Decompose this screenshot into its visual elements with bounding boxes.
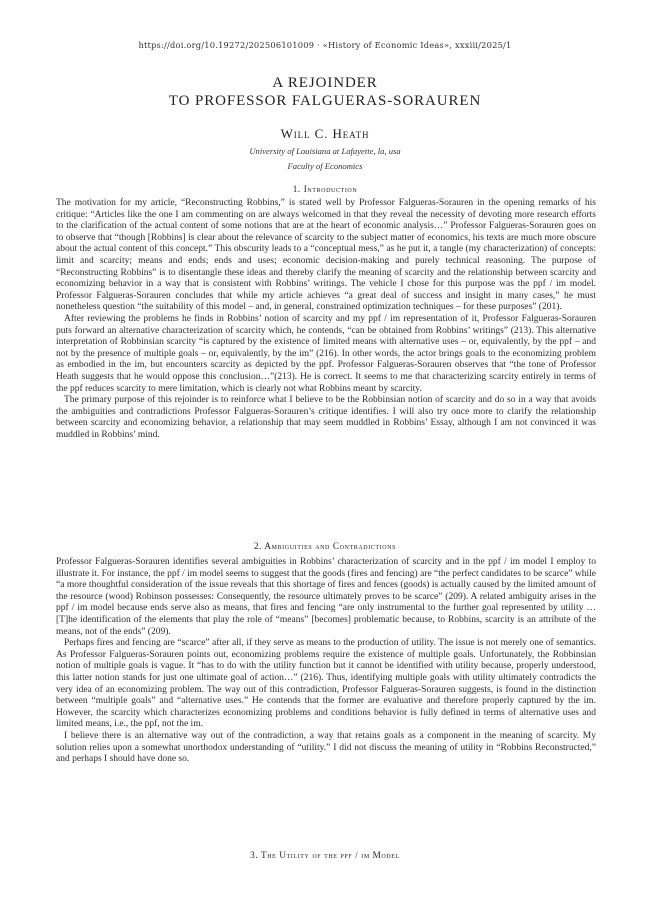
- section-heading-ambiguities: 2. Ambiguities and Contradictions: [253, 541, 397, 551]
- section-introduction-body: [56, 198, 596, 441]
- section-heading-utility-model: 3. The Utility of the ppf / im Model: [250, 850, 400, 860]
- article-title-line-2: TO PROFESSOR FALGUERAS-SORAUREN: [168, 93, 482, 109]
- running-head: https://doi.org/10.19272/202506101009 · «History of Economic Ideas», xxxiii/2025/1: [138, 40, 512, 50]
- section-ambiguities-body: [56, 557, 596, 766]
- paragraph: Perhaps fires and fencing are “scarce” after all, if they serve as means to the production of utility. The issue is not merely one of semantics. As Professor Falgueras-Sorauren points out, economizing problems require the existence of multiple goals. Unfortunately, the Robbinsian notion of multiple goals is vague. It “has to do with the utility function but it cannot be identified with utility because, properly understood, this latter notion stands for just one ultimate goal of action…” (216). Thus, identifying multiple goals with utility ultimately contradicts the very idea of an economizing problem. The way out of this contradiction, Professor Falgueras-Sorauren suggests, is found in the distinction between “multiple goals” and “alternative uses.” He contends that the former are evaluative and therefore properly captured by the im. However, the scarcity which characterizes economizing problems and conditions behavior is fully defined in terms of alternative uses and limited means, i.e., the ppf, not the im.: [56, 638, 596, 730]
- paragraph: The motivation for my article, “Reconstructing Robbins,” is stated well by Professor Falgueras-Sorauren in the opening remarks of his critique: “Articles like the one I am commenting on are always welcomed in that they reveal the necessity of devoting more research efforts to the clarification of the actual content of some notions that are at the heart of economic analysis…” Professor Falgueras-Sorauren goes on to observe that “though [Robbins] is clear about the relevance of scarcity to the subject matter of economics, his texts are much more obscure about the actual content of this concept.” This obscurity leads to a “conceptual mess,” as he put it, a tangle (my characterization) of concepts: limit and scarcity; means and ends; ends and uses; economic decision-making and purely technical reasoning. The purpose of “Reconstructing Robbins” is to disentangle these ideas and thereby clarify the meaning of scarcity and the relationship between scarcity and economizing behavior in a way that is consistent with Robbins’ writings. The vehicle I chose for this purpose was the ppf / im model. Professor Falgueras-Sorauren concludes that while my article achieves “a great deal of success and insight in many cases,” he must nonetheless question “the suitability of this model – and, in general, constrained optimization techniques – for these purposes” (201).: [56, 198, 596, 313]
- author-affiliation: University of Louisiana at Lafayette, la, usa: [249, 146, 401, 156]
- paragraph: Professor Falgueras-Sorauren identifies several ambiguities in Robbins’ characterization of scarcity and in the ppf / im model I employ to illustrate it. For instance, the ppf / im model seems to suggest that the goods (fires and fencing) are “the perfect candidates to be scarce” while “a more thoughtful consideration of the issue reveals that this shortage of fires and fences (goods) is actually caused by the limited amount of the resource (wood) Robinson possesses: Consequently, the resource ultimately proves to be scarce” (209). A related ambiguity arises in the ppf / im model because ends serve also as means, that fires and fencing “are only instrumental to the further goal represented by utility … [T]he identification of the elements that play the role of “means” [becomes] problematic because, to Robbins, scarcity is an attribute of the means, not of the ends” (209).: [56, 557, 596, 637]
- author-name: Will C. Heath: [280, 126, 370, 141]
- paragraph: I believe there is an alternative way out of the contradiction, a way that retains goals as a component in the meaning of scarcity. My solution relies upon a somewhat unorthodox understanding of “utility.” I did not discuss the meaning of utility in “Robbins Reconstructed,” and perhaps I should have done so.: [56, 730, 596, 765]
- author-faculty: Faculty of Economics: [287, 161, 363, 171]
- title-block: [0, 74, 650, 172]
- article-title-line-1: A REJOINDER: [272, 75, 378, 91]
- paragraph: After reviewing the problems he finds in Robbins’ notion of scarcity and my ppf / im representation of it, Professor Falgueras-Sorauren puts forward an alternative characterization of scarcity which, he contends, “can be obtained from Robbins’ writings” (213). This alternative interpretation of Robbinsian scarcity “is captured by the existence of limited means with alternative uses – or, equivalently, by the ppf – and not by the presence of multiple goals – or, equivalently, by the im” (216). In other words, the actor brings goals to the economizing problem as embodied in the im, but encounters scarcity as depicted by the ppf. Professor Falgueras-Sorauren observes that “the tone of Professor Heath suggests that he would oppose this conclusion…”(213). He is correct. It seems to me that characterizing scarcity entirely in terms of the ppf reduces scarcity to mere limitation, which is clearly not what Robbins meant by scarcity.: [56, 313, 596, 394]
- paragraph: The primary purpose of this rejoinder is to reinforce what I believe to be the Robbinsian notion of scarcity and do so in a way that avoids the ambiguities and contradictions Professor Falgueras-Sorauren’s critique identifies. I will also try once more to clarify the relationship between scarcity and economizing behavior, a relationship that may seem muddled in Robbins’ Essay, although I am not convinced it was muddled in Robbins’ mind.: [56, 395, 596, 440]
- section-heading-introduction: 1. Introduction: [292, 184, 358, 194]
